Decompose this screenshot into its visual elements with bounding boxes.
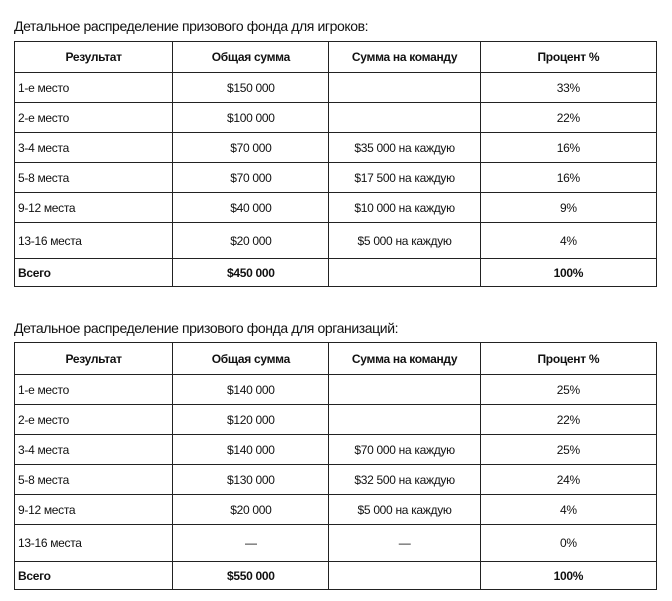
header-percent: Процент %	[480, 343, 656, 375]
table-row	[15, 495, 657, 525]
cell-total-sum: $120 000	[173, 405, 329, 435]
cell-result: 9-12 места	[15, 193, 173, 223]
table-row	[15, 163, 657, 193]
cell-percent: 4%	[480, 495, 656, 525]
cell-percent: 4%	[480, 223, 656, 259]
table-row	[15, 435, 657, 465]
cell-result: 13-16 места	[15, 223, 173, 259]
cell-total-sum: $450 000	[173, 259, 329, 287]
cell-team-sum	[329, 562, 480, 590]
cell-team-sum: $17 500 на каждую	[329, 163, 480, 193]
cell-percent: 24%	[480, 465, 656, 495]
cell-percent: 100%	[480, 562, 656, 590]
cell-total-label: Всего	[15, 259, 173, 287]
players-prize-heading: Детальное распределение призового фонда для игроков:	[14, 18, 369, 34]
cell-total-sum: $20 000	[173, 223, 329, 259]
cell-result: 5-8 места	[15, 163, 173, 193]
table-row	[15, 405, 657, 435]
header-percent: Процент %	[480, 42, 656, 73]
cell-team-sum: $70 000 на каждую	[329, 435, 480, 465]
table-row	[15, 103, 657, 133]
cell-total-sum: $550 000	[173, 562, 329, 590]
cell-team-sum: $5 000 на каждую	[329, 223, 480, 259]
table-row	[15, 525, 657, 562]
cell-percent: 22%	[480, 103, 656, 133]
table-header-row	[15, 343, 657, 375]
cell-total-sum: $140 000	[173, 435, 329, 465]
cell-team-sum: $5 000 на каждую	[329, 495, 480, 525]
table-total-row	[15, 562, 657, 590]
cell-total-sum: $130 000	[173, 465, 329, 495]
cell-total-sum: —	[173, 525, 329, 562]
cell-result: 2-е место	[15, 103, 173, 133]
table-row	[15, 73, 657, 103]
orgs-prize-table	[14, 342, 657, 590]
cell-team-sum: $32 500 на каждую	[329, 465, 480, 495]
cell-result: 5-8 места	[15, 465, 173, 495]
cell-percent: 16%	[480, 163, 656, 193]
cell-total-sum: $70 000	[173, 133, 329, 163]
cell-result: 9-12 места	[15, 495, 173, 525]
header-result: Результат	[15, 343, 173, 375]
cell-team-sum: —	[329, 525, 480, 562]
cell-percent: 22%	[480, 405, 656, 435]
table-row	[15, 223, 657, 259]
cell-team-sum	[329, 103, 480, 133]
table-row	[15, 133, 657, 163]
cell-team-sum	[329, 73, 480, 103]
cell-total-sum: $40 000	[173, 193, 329, 223]
header-result: Результат	[15, 42, 173, 73]
header-team-sum: Сумма на команду	[329, 343, 480, 375]
cell-team-sum	[329, 405, 480, 435]
header-total-sum: Общая сумма	[173, 343, 329, 375]
cell-percent: 33%	[480, 73, 656, 103]
cell-team-sum	[329, 259, 480, 287]
cell-team-sum: $35 000 на каждую	[329, 133, 480, 163]
table-row	[15, 375, 657, 405]
cell-total-sum: $70 000	[173, 163, 329, 193]
cell-percent: 100%	[480, 259, 656, 287]
cell-total-sum: $140 000	[173, 375, 329, 405]
table-row	[15, 193, 657, 223]
cell-total-sum: $100 000	[173, 103, 329, 133]
cell-percent: 25%	[480, 375, 656, 405]
cell-total-label: Всего	[15, 562, 173, 590]
cell-result: 3-4 места	[15, 133, 173, 163]
players-prize-table	[14, 41, 657, 287]
cell-total-sum: $20 000	[173, 495, 329, 525]
cell-percent: 16%	[480, 133, 656, 163]
orgs-prize-heading: Детальное распределение призового фонда для организаций:	[14, 320, 399, 336]
cell-result: 1-е место	[15, 375, 173, 405]
header-total-sum: Общая сумма	[173, 42, 329, 73]
header-team-sum: Сумма на команду	[329, 42, 480, 73]
cell-team-sum	[329, 375, 480, 405]
table-row	[15, 465, 657, 495]
cell-result: 3-4 места	[15, 435, 173, 465]
cell-percent: 9%	[480, 193, 656, 223]
cell-percent: 25%	[480, 435, 656, 465]
cell-percent: 0%	[480, 525, 656, 562]
cell-total-sum: $150 000	[173, 73, 329, 103]
table-total-row	[15, 259, 657, 287]
table-header-row	[15, 42, 657, 73]
cell-result: 13-16 места	[15, 525, 173, 562]
cell-result: 2-е место	[15, 405, 173, 435]
cell-team-sum: $10 000 на каждую	[329, 193, 480, 223]
cell-result: 1-е место	[15, 73, 173, 103]
